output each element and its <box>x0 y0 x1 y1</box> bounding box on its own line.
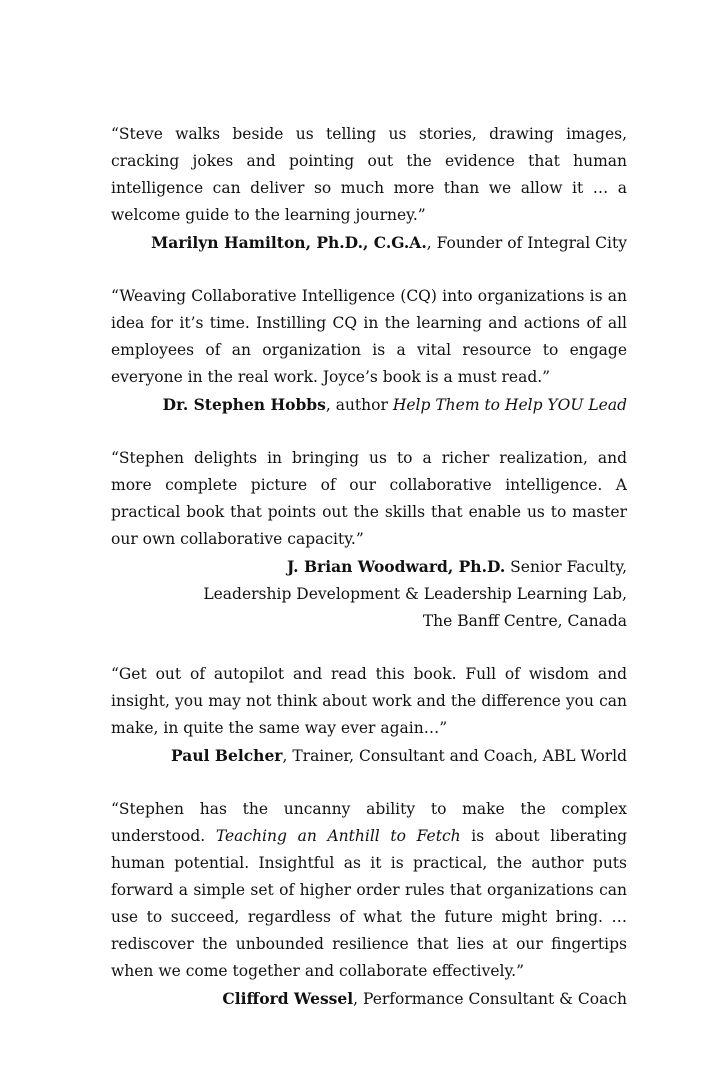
endorsement-quote: “Stephen delights in bringing us to a richer realization, and more complete picture of our collaborative intelligence. A practical book that points out the skills that enable us to master our own collaborative capacity.” <box>111 449 627 548</box>
endorsement-2 <box>111 283 627 419</box>
endorsement-1 <box>111 121 627 257</box>
endorsement-3 <box>111 445 627 635</box>
endorser-name: Clifford Wessel <box>222 989 354 1008</box>
endorser-affiliation: , author <box>325 396 393 414</box>
endorser-affiliation: , Founder of Integral City <box>426 234 627 252</box>
endorser-affiliation: , Trainer, Consultant and Coach, ABL World <box>282 747 627 765</box>
book-title: Help Them to Help YOU Lead <box>392 396 627 414</box>
book-title: Teaching an Anthill to Fetch <box>215 827 461 845</box>
endorser-affiliation-line2: Leadership Development & Leadership Learning Lab, <box>203 585 627 603</box>
endorsement-attribution <box>111 391 627 419</box>
endorser-affiliation-line1: Senior Faculty, <box>505 558 627 576</box>
endorser-name: Marilyn Hamilton, Ph.D., C.G.A. <box>151 233 427 252</box>
endorsement-attribution <box>111 229 627 257</box>
quote-part-after-title: is about liberating human potential. Insightful as it is practical, the author puts forward a simple set of higher order rules that organizations can use to succeed, regardless of what the future might bring. …rediscover the unbounded resilience that lies at our fingertips when we come together and collaborate effectively.” <box>111 827 628 980</box>
endorsement-5 <box>111 796 627 1013</box>
quote-part-before-title: “Stephen has the uncanny ability to make the complex understood. <box>111 800 627 845</box>
endorsement-4 <box>111 661 627 770</box>
endorsement-attribution <box>111 742 627 770</box>
endorsement-attribution <box>111 985 627 1013</box>
endorsement-quote: “Weaving Collaborative Intelligence (CQ) into organizations is an idea for it’s time. Instilling CQ in the learning and actions of all employees of an organization is a vital resource to engage everyone in the real work. Joyce’s book is a must read.” <box>111 287 627 386</box>
endorsement-attribution <box>111 553 627 635</box>
endorser-affiliation: , Performance Consultant & Coach <box>353 990 627 1008</box>
endorser-name: J. Brian Woodward, Ph.D. <box>287 557 506 576</box>
endorsement-quote: “Get out of autopilot and read this book. Full of wisdom and insight, you may not think about work and the difference you can make, in quite the same way ever again…” <box>111 665 627 737</box>
endorser-name: Paul Belcher <box>171 746 283 765</box>
endorsement-quote <box>111 796 627 985</box>
endorser-name: Dr. Stephen Hobbs <box>162 395 326 414</box>
endorser-affiliation-line3: The Banff Centre, Canada <box>422 612 627 630</box>
endorsement-quote: “Steve walks beside us telling us stories, drawing images, cracking jokes and pointing out the evidence that human intelligence can deliver so much more than we allow it … a welcome guide to the learning journey.” <box>111 125 627 224</box>
